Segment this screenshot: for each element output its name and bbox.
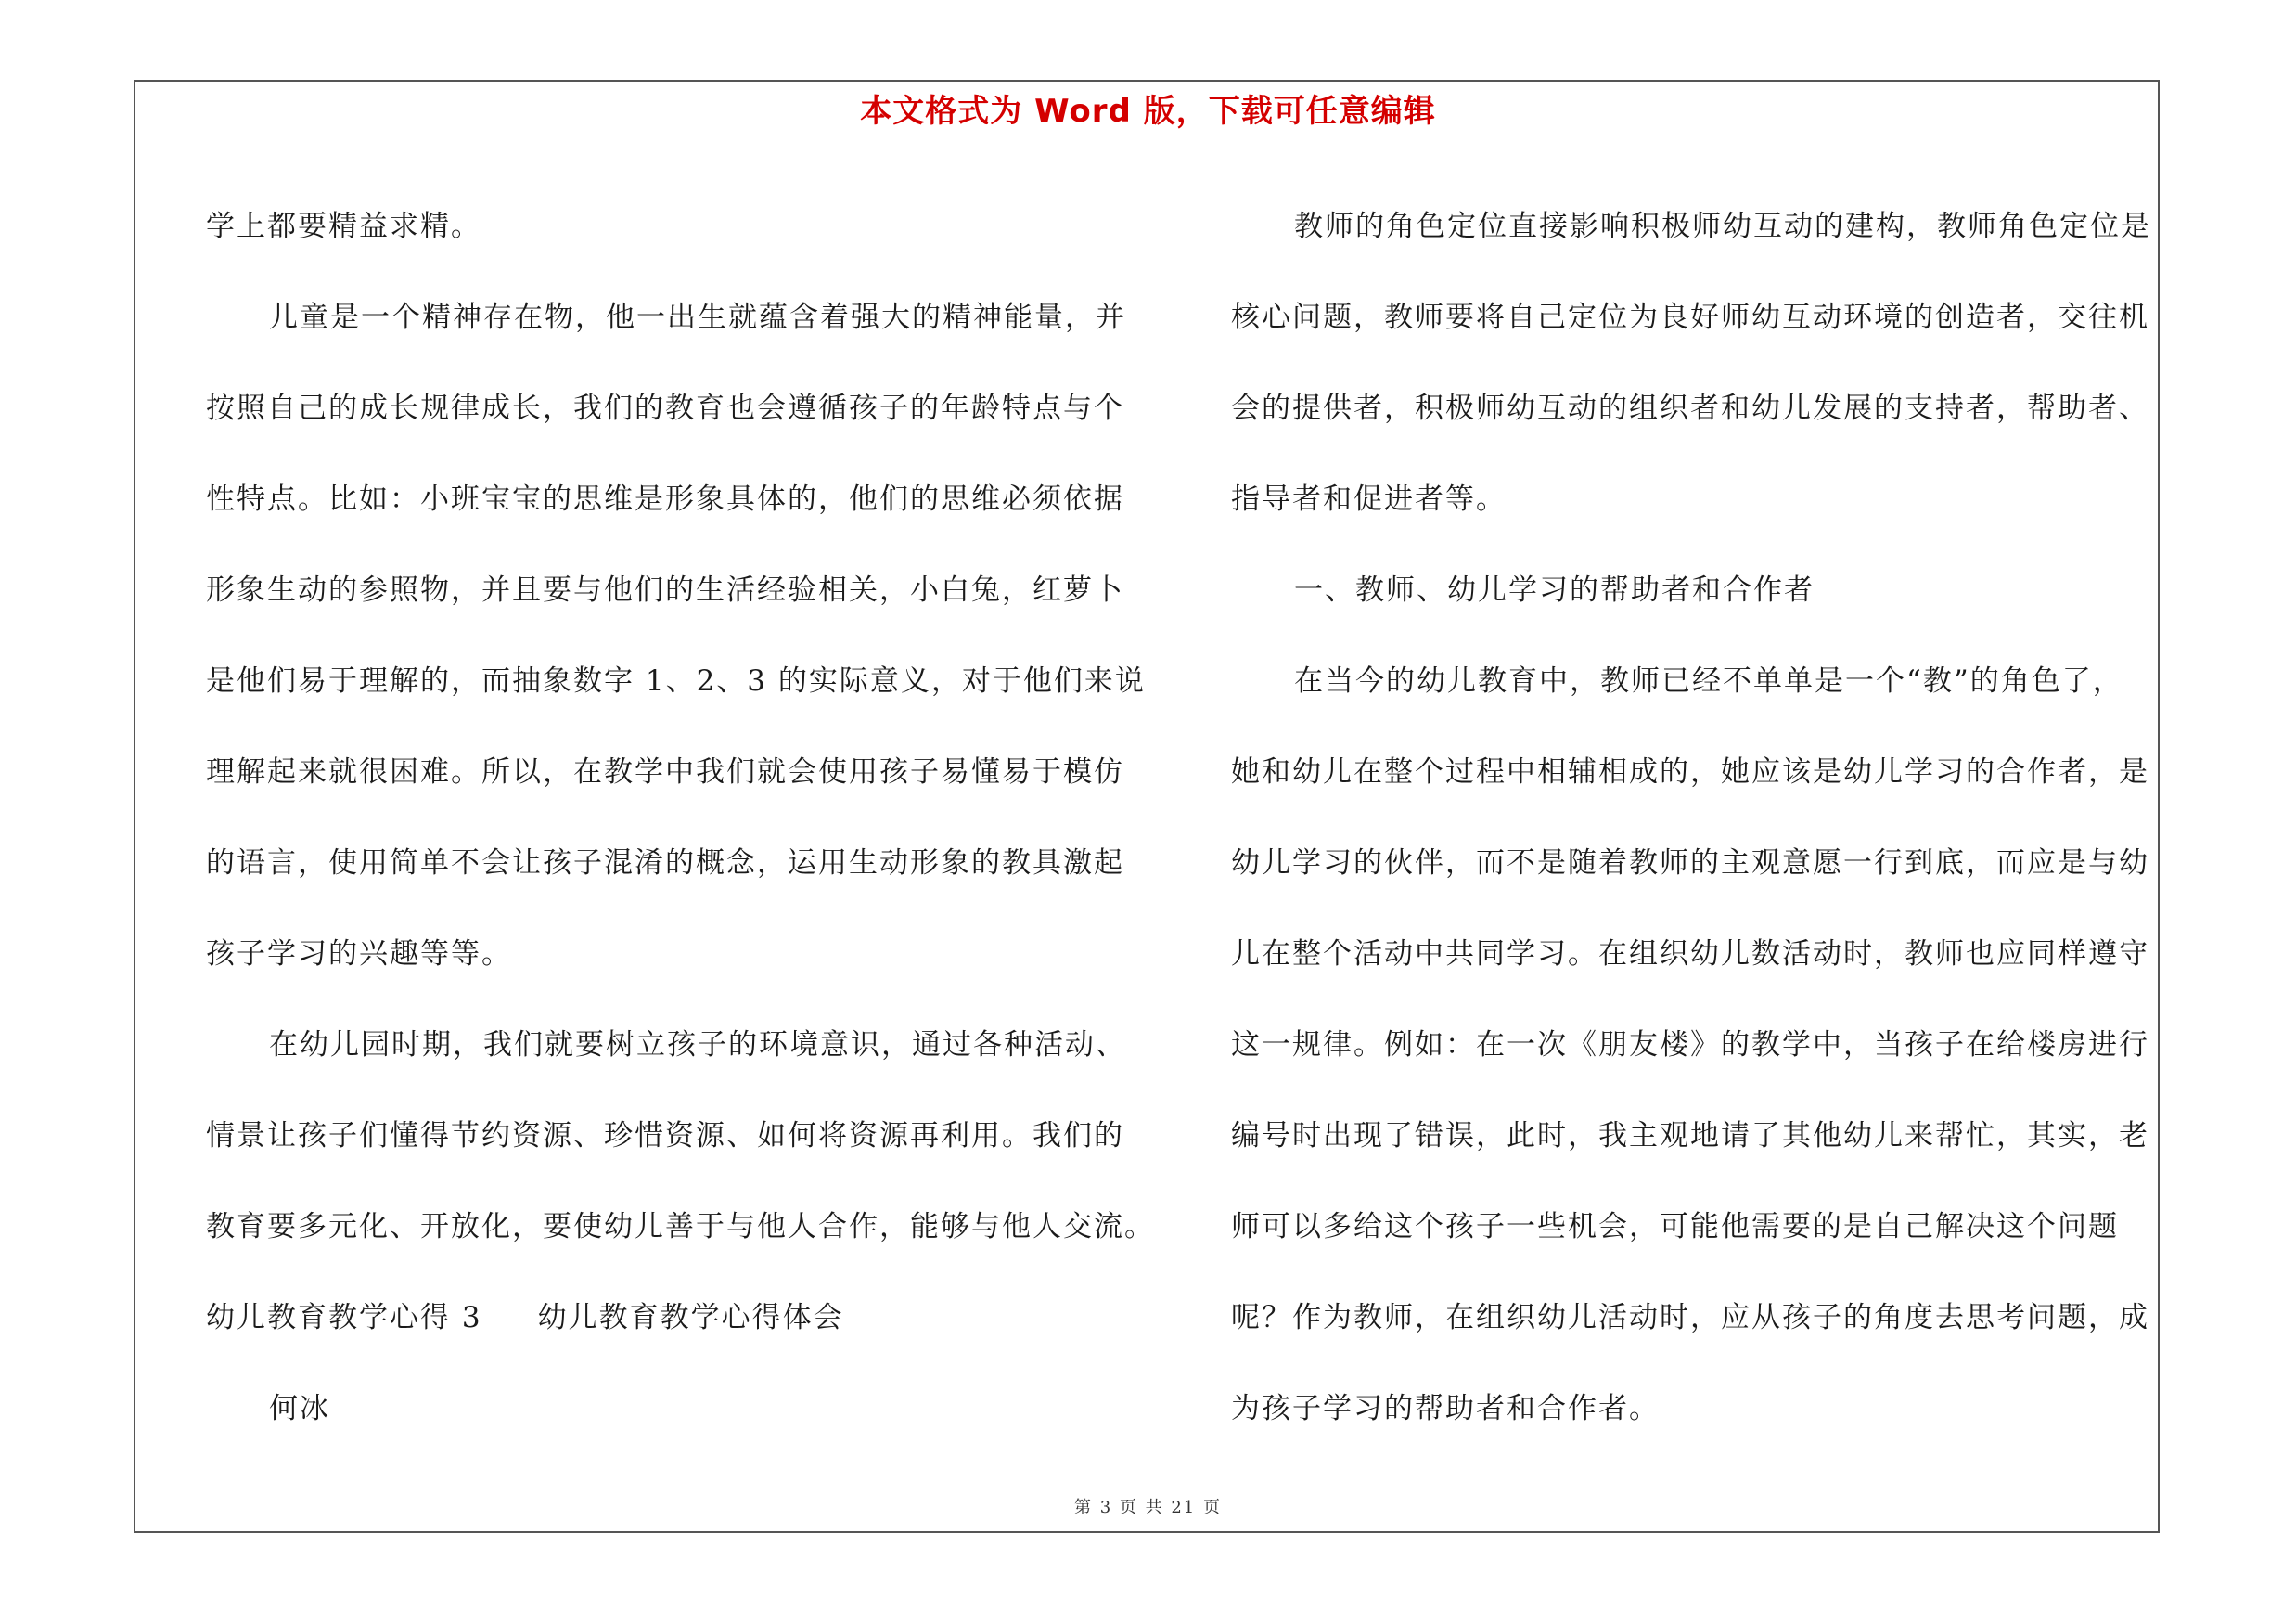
subheading: 一、教师、幼儿学习的帮助者和合作者	[1294, 573, 1815, 607]
paragraph-line: 幼儿学习的伙伴，而不是随着教师的主观意愿一行到底，而应是与幼	[1231, 846, 2149, 880]
paragraph-line: 她和幼儿在整个过程中相辅相成的，她应该是幼儿学习的合作者，是	[1231, 755, 2149, 789]
paragraph-line: 儿在整个活动中共同学习。在组织幼儿数活动时，教师也应同样遵守	[1231, 937, 2149, 971]
right-column	[1231, 181, 2159, 1454]
page-number: 第 3 页 共 21 页	[1074, 1498, 1222, 1517]
paragraph-line: 教师的角色定位直接影响积极师幼互动的建构，教师角色定位是	[1294, 210, 2151, 243]
paragraph-line: 的语言，使用简单不会让孩子混淆的概念，运用生动形象的教具激起	[206, 846, 1124, 880]
section-number-title: 幼儿教育教学心得 3	[206, 1301, 482, 1334]
paragraph-line: 呢？作为教师，在组织幼儿活动时，应从孩子的角度去思考问题，成	[1231, 1301, 2149, 1334]
author-name: 何冰	[269, 1392, 330, 1425]
paragraph-line: 是他们易于理解的，而抽象数字 1、2、3 的实际意义，对于他们来说	[206, 664, 1146, 698]
left-column	[206, 181, 1155, 1454]
paragraph-line: 学上都要精益求精。	[206, 210, 481, 243]
paragraph-line: 儿童是一个精神存在物，他一出生就蕴含着强大的精神能量，并	[269, 301, 1126, 334]
paragraph-line: 师可以多给这个孩子一些机会，可能他需要的是自己解决这个问题	[1231, 1210, 2119, 1243]
paragraph-line: 这一规律。例如：在一次《朋友楼》的教学中，当孩子在给楼房进行	[1231, 1028, 2149, 1062]
paragraph-line: 性特点。比如：小班宝宝的思维是形象具体的，他们的思维必须依据	[206, 483, 1124, 516]
paragraph-line: 形象生动的参照物，并且要与他们的生活经验相关，小白兔，红萝卜	[206, 573, 1124, 607]
paragraph-line: 核心问题，教师要将自己定位为良好师幼互动环境的创造者，交往机	[1231, 301, 2149, 334]
paragraph-line: 在当今的幼儿教育中，教师已经不单单是一个“教”的角色了，	[1294, 664, 2123, 698]
paragraph-line: 会的提供者，积极师幼互动的组织者和幼儿发展的支持者，帮助者、	[1231, 392, 2149, 425]
section-heading-line	[206, 1272, 1134, 1363]
paragraph-line: 在幼儿园时期，我们就要树立孩子的环境意识，通过各种活动、	[269, 1028, 1126, 1062]
paragraph-line: 情景让孩子们懂得节约资源、珍惜资源、如何将资源再利用。我们的	[206, 1119, 1124, 1153]
format-banner: 本文格式为 Word 版，下载可任意编辑	[860, 93, 1436, 130]
section-title: 幼儿教育教学心得体会	[537, 1301, 844, 1334]
paragraph-line: 按照自己的成长规律成长，我们的教育也会遵循孩子的年龄特点与个	[206, 392, 1124, 425]
paragraph-line: 为孩子学习的帮助者和合作者。	[1231, 1392, 1660, 1425]
paragraph-line: 编号时出现了错误，此时，我主观地请了其他幼儿来帮忙，其实，老	[1231, 1119, 2149, 1153]
paragraph-line: 指导者和促进者等。	[1231, 483, 1507, 516]
paragraph-line: 孩子学习的兴趣等等。	[206, 937, 512, 971]
paragraph-line: 理解起来就很困难。所以，在教学中我们就会使用孩子易懂易于模仿	[206, 755, 1124, 789]
paragraph-line: 教育要多元化、开放化，要使幼儿善于与他人合作，能够与他人交流。	[206, 1210, 1155, 1243]
